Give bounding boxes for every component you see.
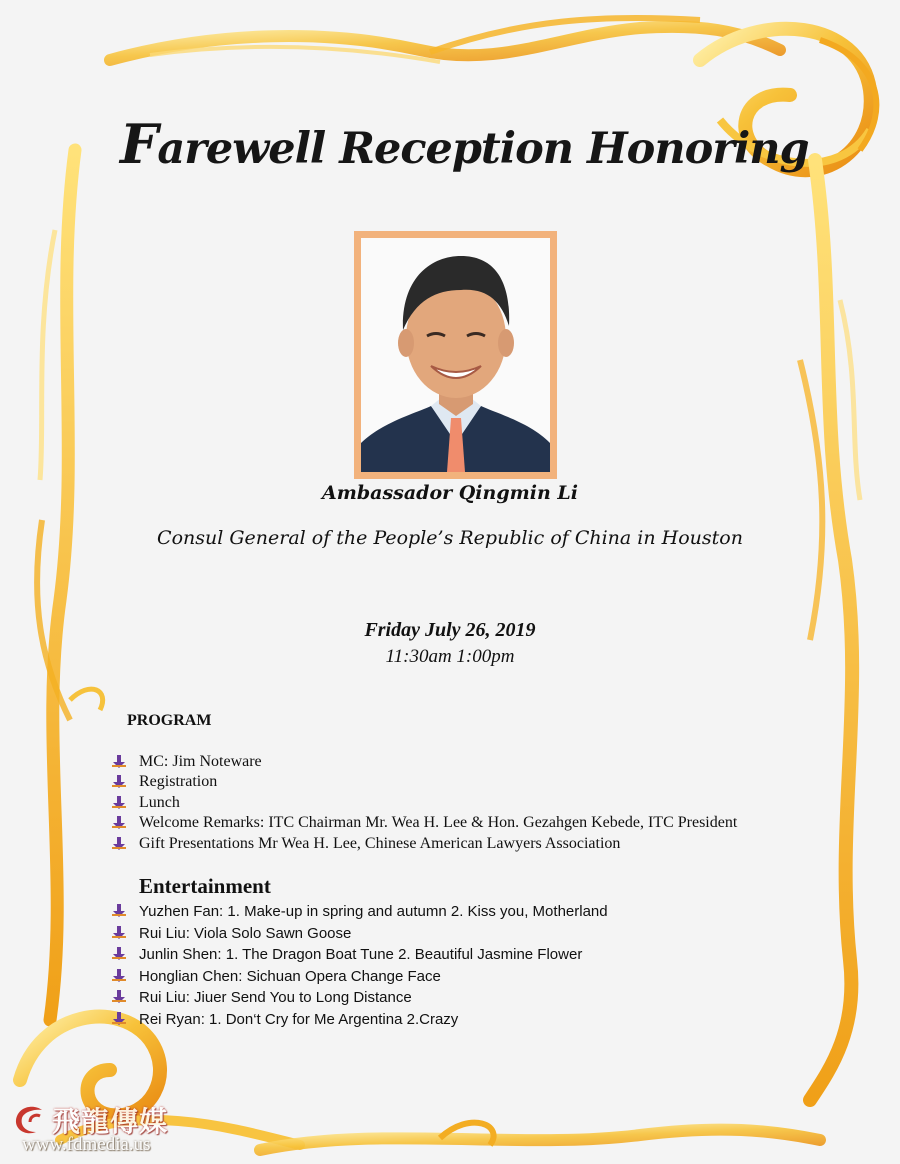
program-item — [112, 813, 737, 833]
arrow-down-bullet-icon — [112, 947, 126, 961]
entertainment-item — [112, 923, 608, 945]
fdmedia-logo-icon — [12, 1104, 52, 1136]
entertainment-item-text: Rui Liu: Viola Solo Sawn Goose — [139, 924, 352, 942]
title-rest: arewell Reception Honoring — [157, 124, 809, 174]
entertainment-list — [112, 901, 608, 1030]
arrow-down-bullet-icon — [112, 1012, 126, 1026]
program-item — [112, 793, 737, 813]
arrow-down-bullet-icon — [112, 926, 126, 940]
event-title — [120, 112, 809, 176]
arrow-down-bullet-icon — [112, 969, 126, 983]
program-item-text: Welcome Remarks: ITC Chairman Mr. Wea H. Lee & Hon. Gezahgen Kebede, ITC President — [139, 814, 738, 832]
entertainment-item-text: Yuzhen Fan: 1. Make-up in spring and autumn 2. Kiss you, Motherland — [139, 903, 608, 920]
arrow-down-bullet-icon — [112, 837, 126, 851]
program-heading: PROGRAM — [127, 712, 212, 729]
program-item-text: Gift Presentations Mr Wea H. Lee, Chinese American Lawyers Association — [139, 834, 621, 852]
arrow-down-bullet-icon — [112, 816, 126, 830]
entertainment-item-text: Rui Liu: Jiuer Send You to Long Distance — [139, 989, 412, 1006]
fdmedia-watermark — [8, 1098, 188, 1158]
program-item-text: MC: Jim Noteware — [139, 753, 262, 770]
entertainment-item-text: Junlin Shen: 1. The Dragon Boat Tune 2. Beautiful Jasmine Flower — [139, 946, 583, 963]
watermark-chinese: 飛龍傳媒 — [52, 1105, 169, 1138]
event-date: Friday July 26, 2019 — [364, 619, 536, 641]
arrow-down-bullet-icon — [112, 796, 126, 810]
title-initial: F — [120, 112, 158, 176]
entertainment-item — [112, 1009, 608, 1031]
arrow-down-bullet-icon — [112, 755, 126, 769]
entertainment-heading: Entertainment — [139, 874, 271, 898]
ambassador-photo-frame — [354, 231, 557, 479]
arrow-down-bullet-icon — [112, 904, 126, 918]
entertainment-item — [112, 966, 608, 988]
honoree-name: Ambassador Qingmin Li — [322, 482, 578, 504]
program-list — [112, 752, 737, 854]
honoree-position: Consul General of the People’s Republic of China in Houston — [157, 527, 743, 549]
event-time: 11:30am 1:00pm — [385, 646, 515, 667]
program-item-text: Registration — [139, 773, 218, 791]
entertainment-item — [112, 901, 608, 923]
watermark-url: www.fdmedia.us — [22, 1134, 151, 1155]
entertainment-item-text: Honglian Chen: Sichuan Opera Change Face — [139, 967, 441, 985]
program-item — [112, 834, 737, 854]
arrow-down-bullet-icon — [112, 775, 126, 789]
entertainment-item — [112, 987, 608, 1009]
arrow-down-bullet-icon — [112, 990, 126, 1004]
program-item — [112, 772, 737, 792]
entertainment-item-text: Rei Ryan: 1. Don‘t Cry for Me Argentina 2.Crazy — [139, 1010, 459, 1028]
program-item-text: Lunch — [139, 793, 180, 811]
program-item — [112, 752, 737, 772]
ambassador-portrait — [361, 238, 550, 472]
entertainment-item — [112, 944, 608, 966]
